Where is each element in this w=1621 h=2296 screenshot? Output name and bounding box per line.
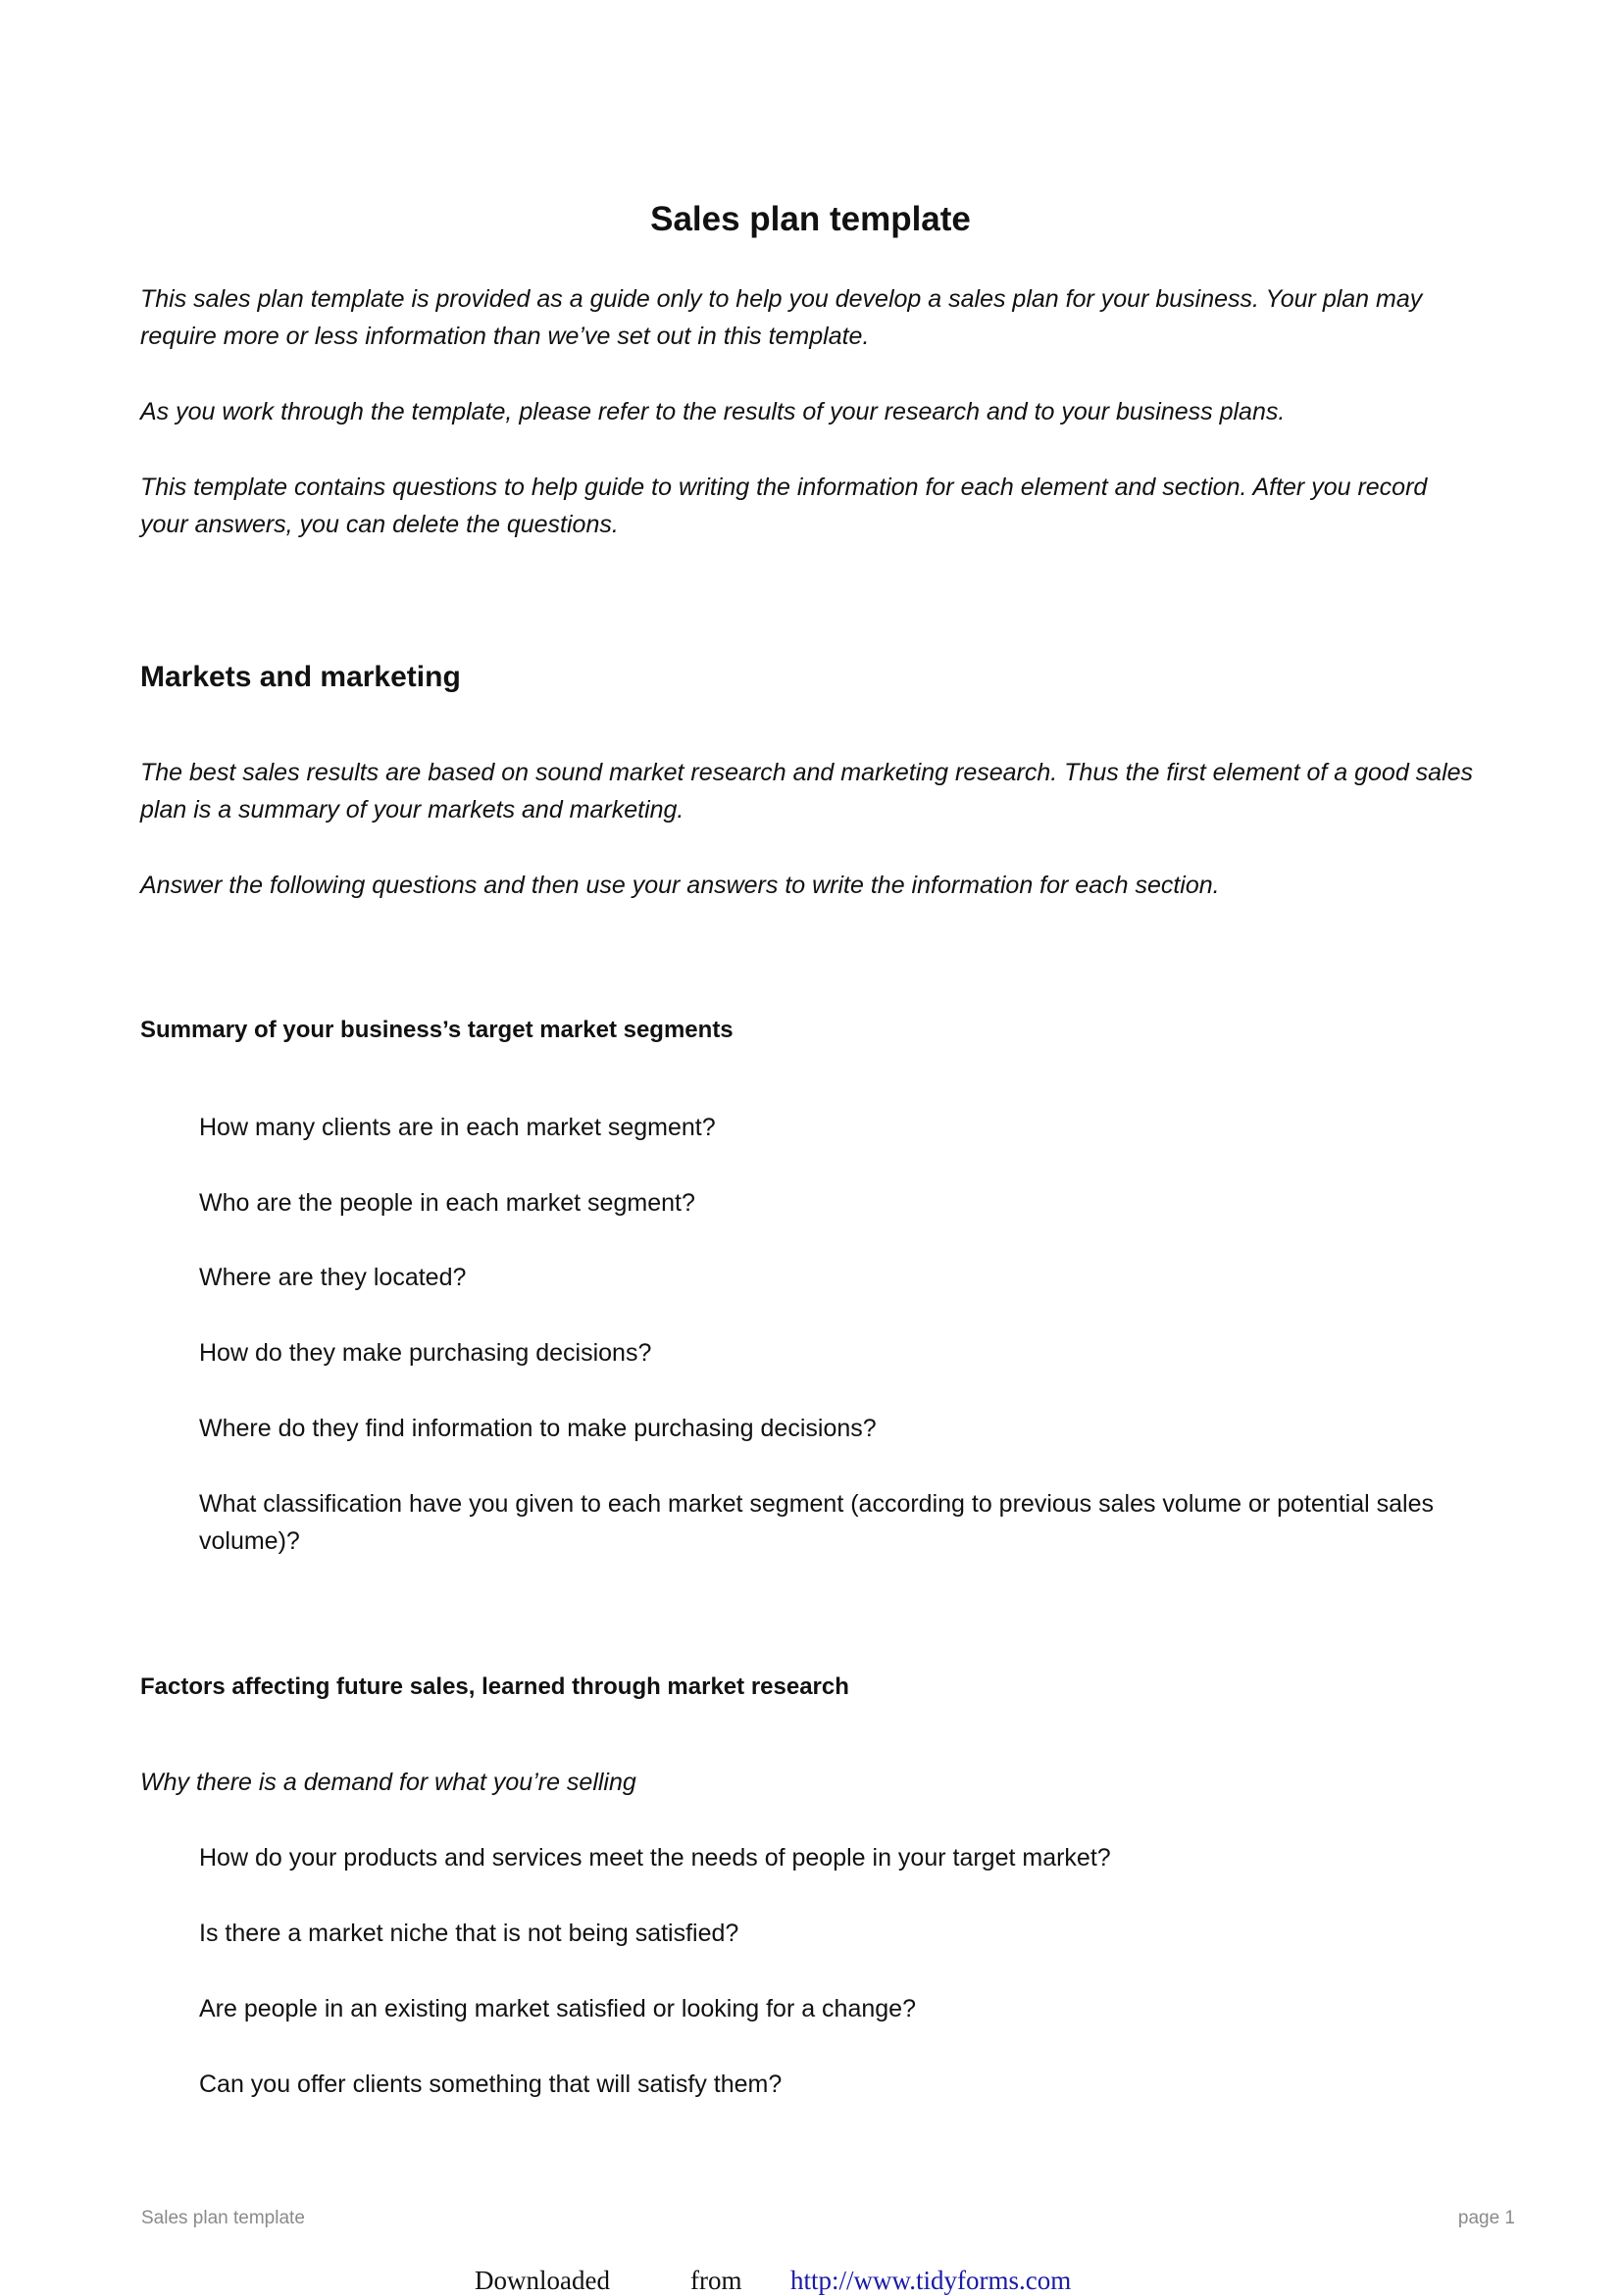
question-item: How do they make purchasing decisions? [199,1339,652,1367]
section-heading-markets: Markets and marketing [140,661,461,693]
intro-paragraph-3-line-2: your answers, you can delete the questions. [140,511,619,538]
markets-paragraph-2: Answer the following questions and then use your answers to write the information for each section. [140,872,1220,899]
question-item: Where are they located? [199,1264,467,1291]
question-item: Where do they find information to make purchasing decisions? [199,1415,877,1442]
subsection-heading-target-segments: Summary of your business’s target market segments [140,1017,734,1043]
markets-paragraph-1-line-2: plan is a summary of your markets and marketing. [140,796,684,824]
intro-paragraph-1-line-1: This sales plan template is provided as a guide only to help you develop a sales plan for your business. Your plan may [140,285,1423,313]
download-from-label: from [690,2266,742,2295]
download-label: Downloaded [475,2266,610,2295]
question-item: How many clients are in each market segment? [199,1114,716,1141]
subsection-heading-factors: Factors affecting future sales, learned through market research [140,1673,849,1700]
question-item-continued: volume)? [199,1527,300,1555]
question-item: Can you offer clients something that will satisfy them? [199,2071,783,2098]
footer-document-name: Sales plan template [141,2208,305,2228]
markets-paragraph-1-line-1: The best sales results are based on sound market research and marketing research. Thus the first element of a good sales [140,759,1474,786]
intro-paragraph-1-line-2: require more or less information than we’ve set out in this template. [140,323,870,350]
question-item: Is there a market niche that is not being satisfied? [199,1920,739,1947]
question-item: What classification have you given to each market segment (according to previous sales volume or potential sales [199,1490,1434,1518]
page-title: Sales plan template [650,200,971,238]
intro-paragraph-2: As you work through the template, please refer to the results of your research and to your business plans. [140,398,1286,425]
intro-paragraph-3-line-1: This template contains questions to help guide to writing the information for each element and section. After you record [140,474,1428,501]
question-item: How do your products and services meet the needs of people in your target market? [199,1844,1111,1872]
tidyforms-link[interactable]: http://www.tidyforms.com [790,2266,1072,2295]
question-item: Who are the people in each market segment? [199,1189,695,1217]
footer-page-number: page 1 [1457,2208,1515,2228]
question-item: Are people in an existing market satisfied or looking for a change? [199,1995,916,2022]
italic-subheading-demand: Why there is a demand for what you’re selling [140,1769,636,1796]
